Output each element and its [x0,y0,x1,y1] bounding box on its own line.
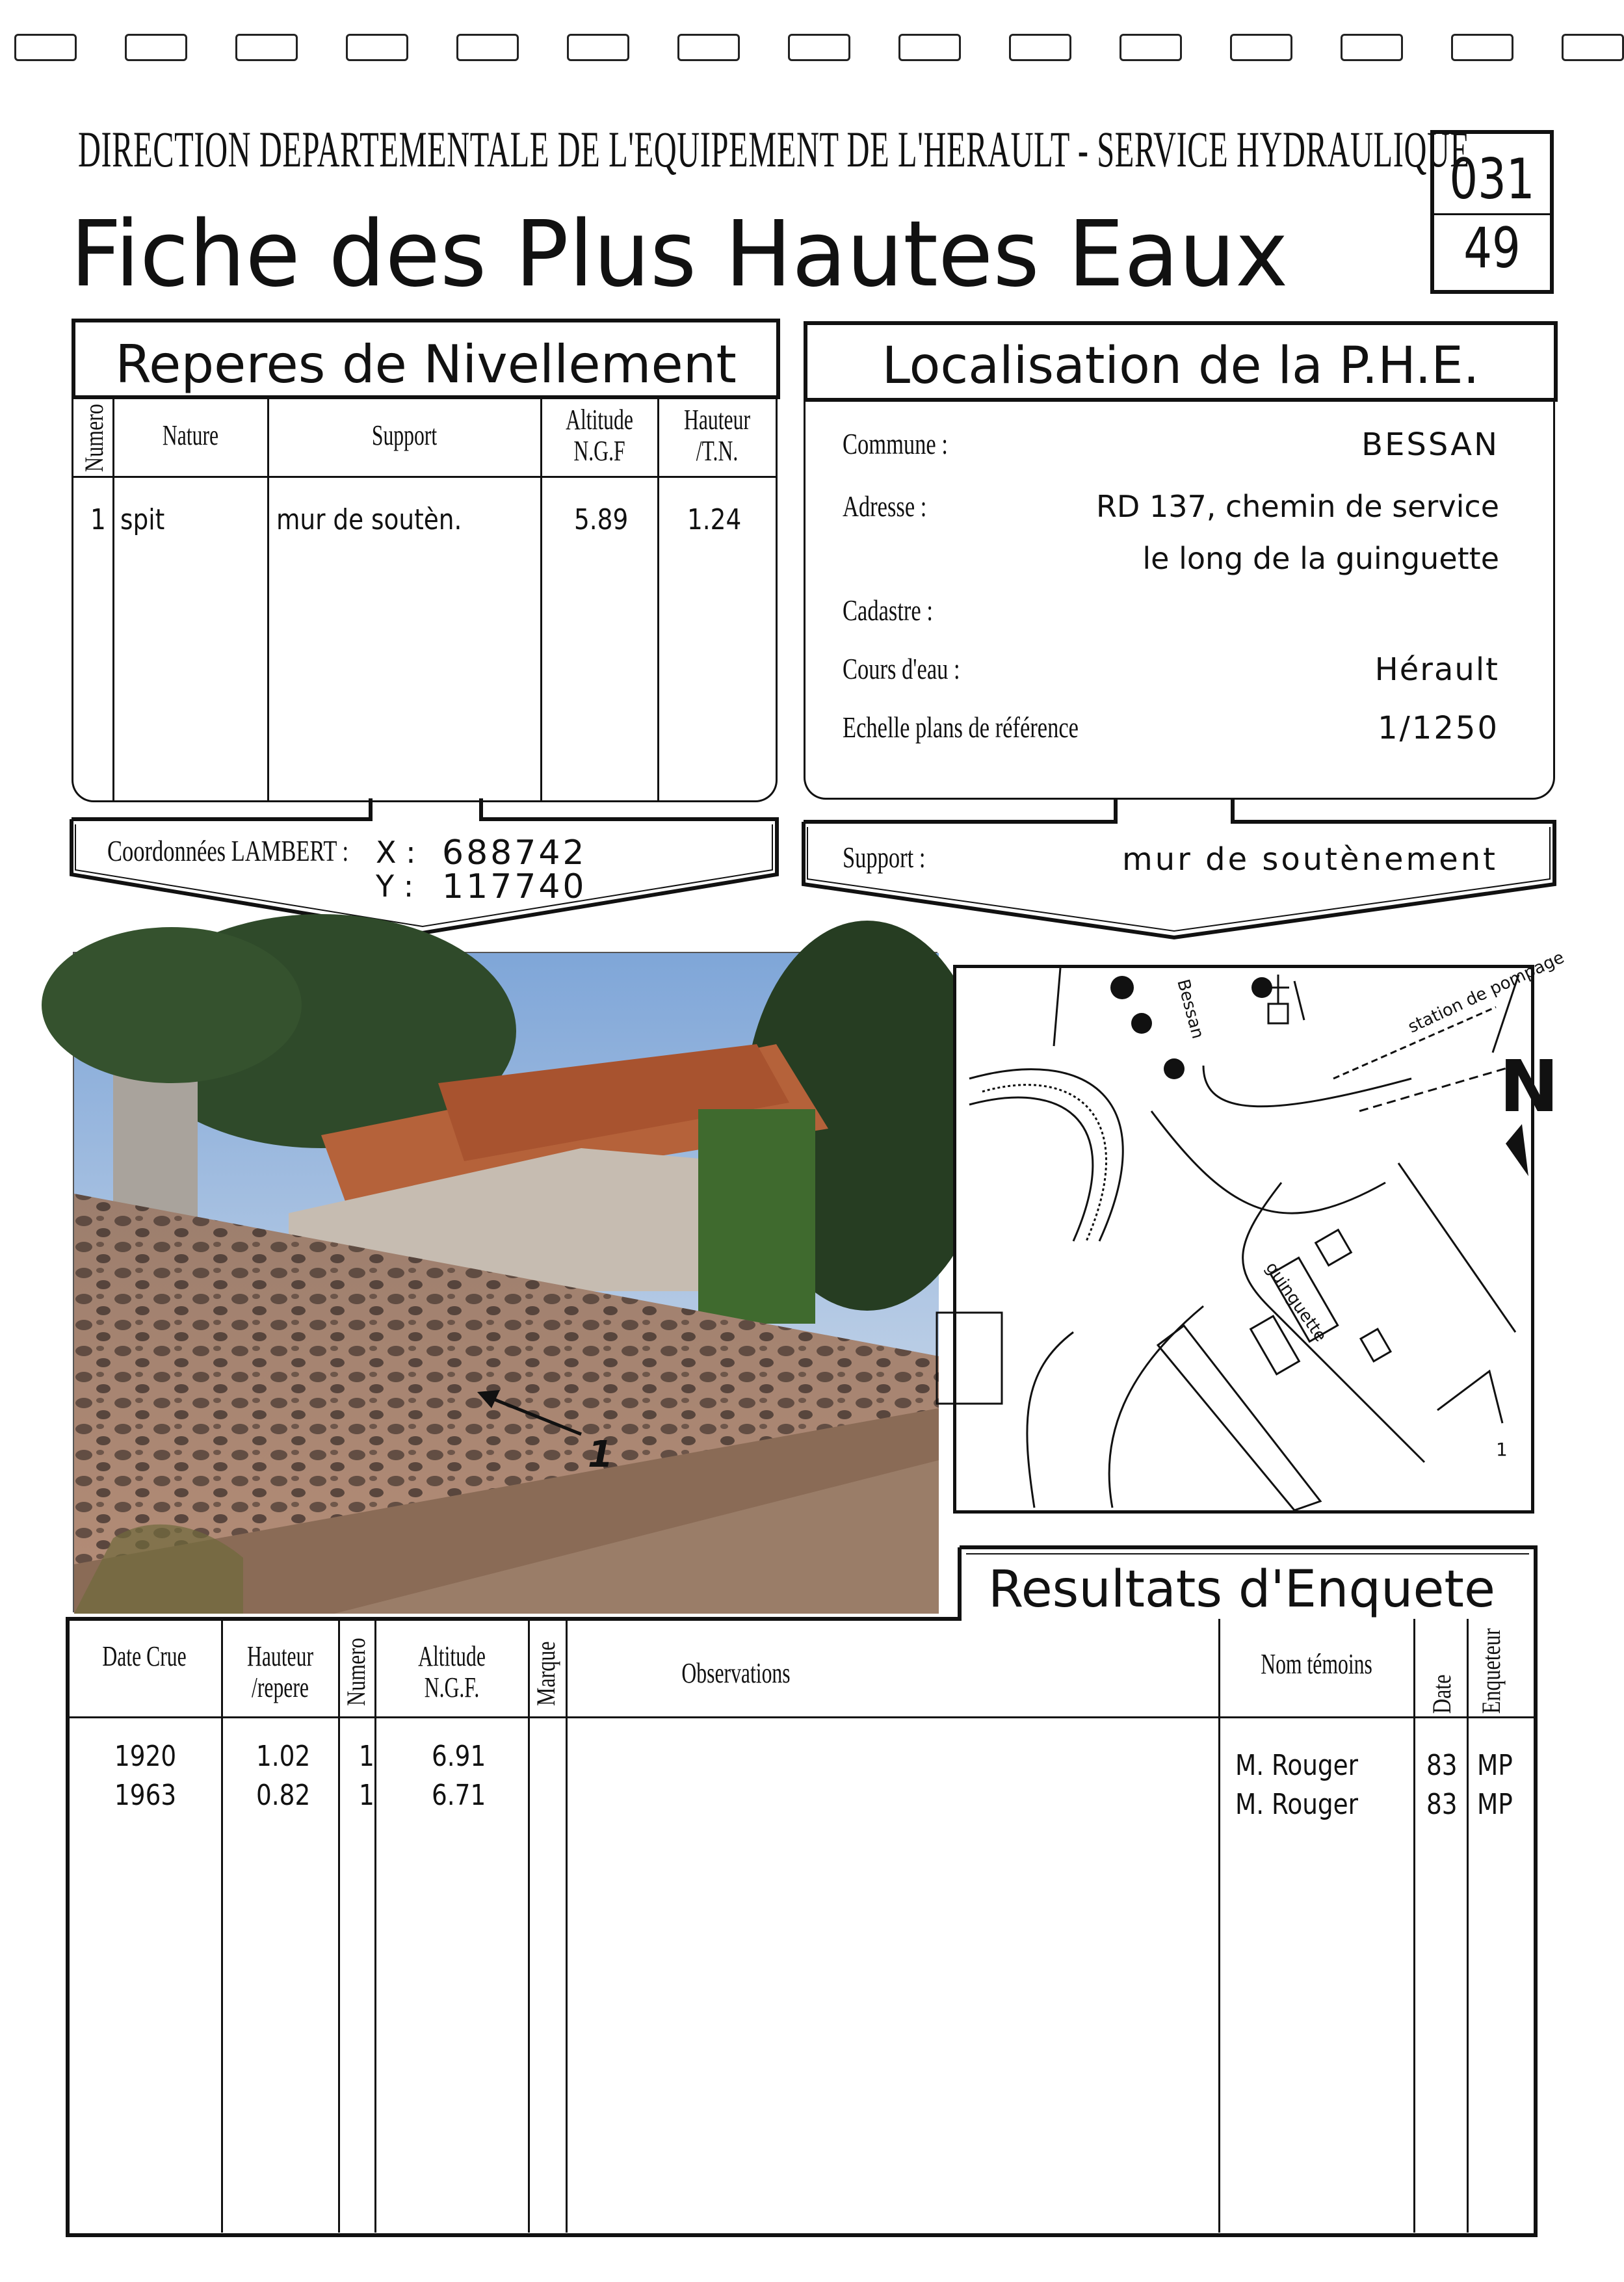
crue-nom: M. Rouger [1235,1788,1359,1821]
binder-hole [1230,34,1292,61]
binder-hole [567,34,629,61]
repere-support: mur de soutèn. [276,503,462,536]
page-title: Fiche des Plus Hautes Eaux [70,202,1289,308]
crue-nom: M. Rouger [1235,1749,1359,1782]
binder-hole [456,34,519,61]
repere-numero: 1 [90,503,106,536]
repere-nature: spit [120,503,165,536]
crue-date: 1920 [114,1740,177,1773]
reperes-title-box [72,319,780,399]
crue-hauteur: 1.02 [256,1740,311,1773]
photo-marker: 1 [588,1434,613,1476]
crue-enqueteur: MP [1477,1788,1513,1821]
col-altitude-header: Altitude N.G.F. [418,1640,486,1704]
resultats-title: Resultats d'Enquete [988,1560,1495,1619]
fiche-code-bottom: 49 [1463,216,1521,281]
map-label-guinguette: guinguette [1261,1258,1331,1346]
coordinates-arrow-box [65,793,787,943]
repere-hauteur: 1.24 [687,503,742,536]
localisation-title-box [804,321,1558,402]
coordinate-x-value: 688742 [442,833,587,872]
crue-enquete-date: 83 [1426,1749,1458,1782]
location-map [953,947,1567,1514]
col-hauteur-header: Hauteur /repere [246,1640,314,1704]
col-altitude-header: Altitude N.G.F [566,404,633,467]
col-nom-header: Nom témoins [1261,1648,1372,1680]
binder-hole [1341,34,1403,61]
binder-hole [235,34,298,61]
cadastre-label: Cadastre : [843,594,933,627]
col-nature-header: Nature [162,419,219,451]
reperes-title: Reperes de Nivellement [115,334,737,395]
coordinate-y-value: 117740 [442,867,587,906]
binder-hole [677,34,740,61]
adresse-line1: RD 137, chemin de service [1095,489,1499,524]
resultats-table [68,1619,1536,2233]
binder-hole [346,34,408,61]
binder-hole [1120,34,1182,61]
crue-hauteur: 0.82 [256,1779,311,1812]
map-marker: 1 [1496,1439,1508,1460]
col-marque-header: Marque [531,1641,560,1706]
reperes-table [72,399,778,802]
binder-hole [1009,34,1071,61]
coordinates-label: Coordonnées LAMBERT : [107,834,349,867]
col-numero-header: Numero [341,1638,371,1706]
col-support-header: Support [371,419,438,451]
site-photo [73,952,937,1612]
binder-hole [1562,34,1624,61]
col-observations-header: Observations [681,1657,791,1689]
crue-altitude: 6.71 [432,1779,486,1812]
col-numero-header: Numero [79,404,109,472]
binder-hole [14,34,77,61]
support-label: Support : [843,841,926,874]
echelle-label: Echelle plans de référence [843,711,1079,744]
adresse-line2: le long de la guinguette [1142,541,1499,576]
repere-altitude: 5.89 [574,503,629,536]
site-photo-image [74,953,939,1614]
coordinate-y-label: Y : [376,869,414,904]
col-enqueteur-header: Enqueteur [1476,1628,1506,1714]
crue-enquete-date: 83 [1426,1788,1458,1821]
cours-eau-value: Hérault [1374,651,1499,688]
crue-altitude: 6.91 [432,1740,486,1773]
binder-hole [125,34,187,61]
coordinate-x-label: X : [376,835,416,870]
organisation-header: DIRECTION DEPARTEMENTALE DE L'EQUIPEMENT DE L'HERAULT - SERVICE HYDRAULIQUE [78,121,1470,177]
crue-numero: 1 [359,1740,374,1773]
col-date-header: Date [1427,1674,1456,1714]
location-map-drawing [956,947,1567,1510]
commune-label: Commune : [843,427,948,460]
fiche-code-top: 031 [1449,147,1535,212]
support-value: mur de soutènement [1121,841,1498,878]
localisation-title: Localisation de la P.H.E. [882,337,1480,395]
echelle-value: 1/1250 [1378,710,1499,746]
crue-enqueteur: MP [1477,1749,1513,1782]
binder-hole [898,34,961,61]
map-label-bessan: Bessan [1173,977,1208,1041]
col-hauteur-header: Hauteur /T.N. [683,404,751,467]
fiche-code-box [1430,130,1554,294]
adresse-label: Adresse : [843,490,927,523]
binder-hole [788,34,850,61]
commune-value: BESSAN [1361,426,1499,463]
binder-hole [1451,34,1513,61]
crue-date: 1963 [114,1779,177,1812]
crue-numero: 1 [359,1779,374,1812]
cours-eau-label: Cours d'eau : [843,652,960,685]
north-arrow-icon: N [1499,1045,1560,1128]
col-date-crue-header: Date Crue [102,1640,187,1672]
map-label-station: station de pompage [1405,947,1567,1038]
